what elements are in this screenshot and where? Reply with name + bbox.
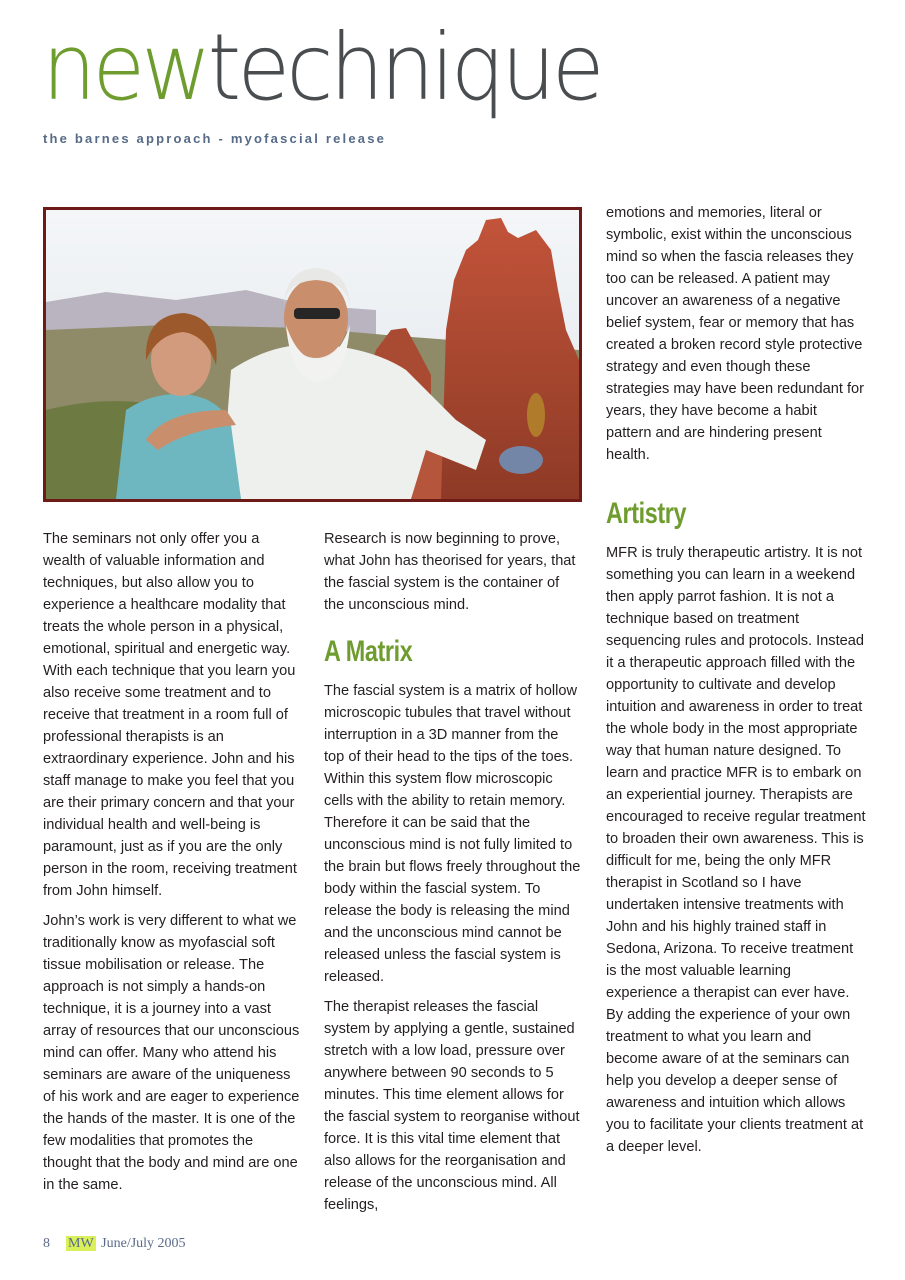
title-technique: technique [207,14,601,121]
col3-paragraph-2: MFR is truly therapeutic artistry. It is not something you can learn in a weekend then apply parrot fashion. It is not a technique based on treatment sequencing rules and protocols. Instead it a therapeutic approach filled with the opportunity to cultivate and develop intuition and awareness in order to treat the whole body in the most appropriate way that human nature designed. To learn and practice MFR is to embark on an experiential journey. Therapists are encouraged to receive regular treatment to broaden their own awareness. This is difficult for me, being the only MFR therapist in Scotland so I have undertaken intensive treatments with John and his highly trained staff in Sedona, Arizona. To receive treatment is the most valuable learning experience a therapist can ever have. By adding the experience of your own treatment to what you learn and become aware of at the seminars can help you develop a deeper sense of awareness and intuition which allows you to facilitate your clients treatment at a deeper level. [606,545,866,1155]
page-number: 8 [43,1236,50,1251]
gourd [527,393,545,437]
heading-a-matrix: A Matrix [324,635,413,668]
article-photo [43,207,582,502]
title-new: new [42,14,208,121]
page-footer [43,1236,186,1252]
sunglasses [294,308,340,319]
col1-paragraph-1: The seminars not only offer you a wealth of valuable information and techniques, but also allow you to experience a healthcare modality that treats the whole person in a physical, emotional, spiritual and energetic way. With each technique that you learn you also receive some treatment and to receive that treatment in a room full of professional therapists is an extraordinary experience. John and his staff manage to make you feel that you are their primary concern and that your individual health and well-being is paramount, just as if you are the only person in the room, receiving treatment from John himself. [43,531,297,899]
cap [499,446,543,474]
col1-paragraph-2: John’s work is very different to what we traditionally know as myofascial soft tissue mobilisation or release. The approach is not simply a hands-on technique, it is a journey into a vast array of resources that our unconscious mind can offer. Many who attend his seminars are aware of the uniqueness of his work and are eager to experience the hands of the master. It is one of the few modalities that promotes the thought that the body and mind are one in the same. [43,913,300,1193]
col2-paragraph-3: The therapist releases the fascial system by applying a gentle, sustained stretch with a low load, pressure over anywhere between 90 seconds to 5 minutes. This time element allows for the fascial system to reorganise without force. It is this vital time element that also allows for the reorganisation and release of the unconscious mind. All feelings, [324,999,580,1213]
issue-date: June/July 2005 [101,1236,186,1251]
photo-illustration [46,210,579,499]
magazine-logo: MW [68,1236,94,1251]
heading-artistry: Artistry [606,497,687,530]
page-subtitle: the barnes approach - myofascial release [43,131,387,146]
col2-paragraph-2: The fascial system is a matrix of hollow microscopic tubules that travel without interruption in a 3D manner from the top of their head to the tips of the toes. Within this system flow microscopic cells with the ability to retain memory. Therefore it can be said that the unconscious mind is not fully limited to the brain but flows freely throughout the body within the fascial system. To release the body is releasing the mind and the unconscious mind cannot be released unless the fascial system is released. [324,683,581,985]
column-2 [324,528,582,1224]
column-1 [43,528,301,1204]
col3-paragraph-1: emotions and memories, literal or symbolic, exist within the unconscious mind so when the fascia releases they too can be released. A patient may uncover an awareness of a negative belief system, fear or memory that has created a broken record style protective strategy and even though these strategies may have been redundant for years, they have become a habit pattern and are hindering present health. [606,205,864,463]
column-3 [606,202,866,1166]
page-title [42,14,601,121]
col2-paragraph-1: Research is now beginning to prove, what John has theorised for years, that the fascial system is the container of the unconscious mind. [324,531,576,613]
